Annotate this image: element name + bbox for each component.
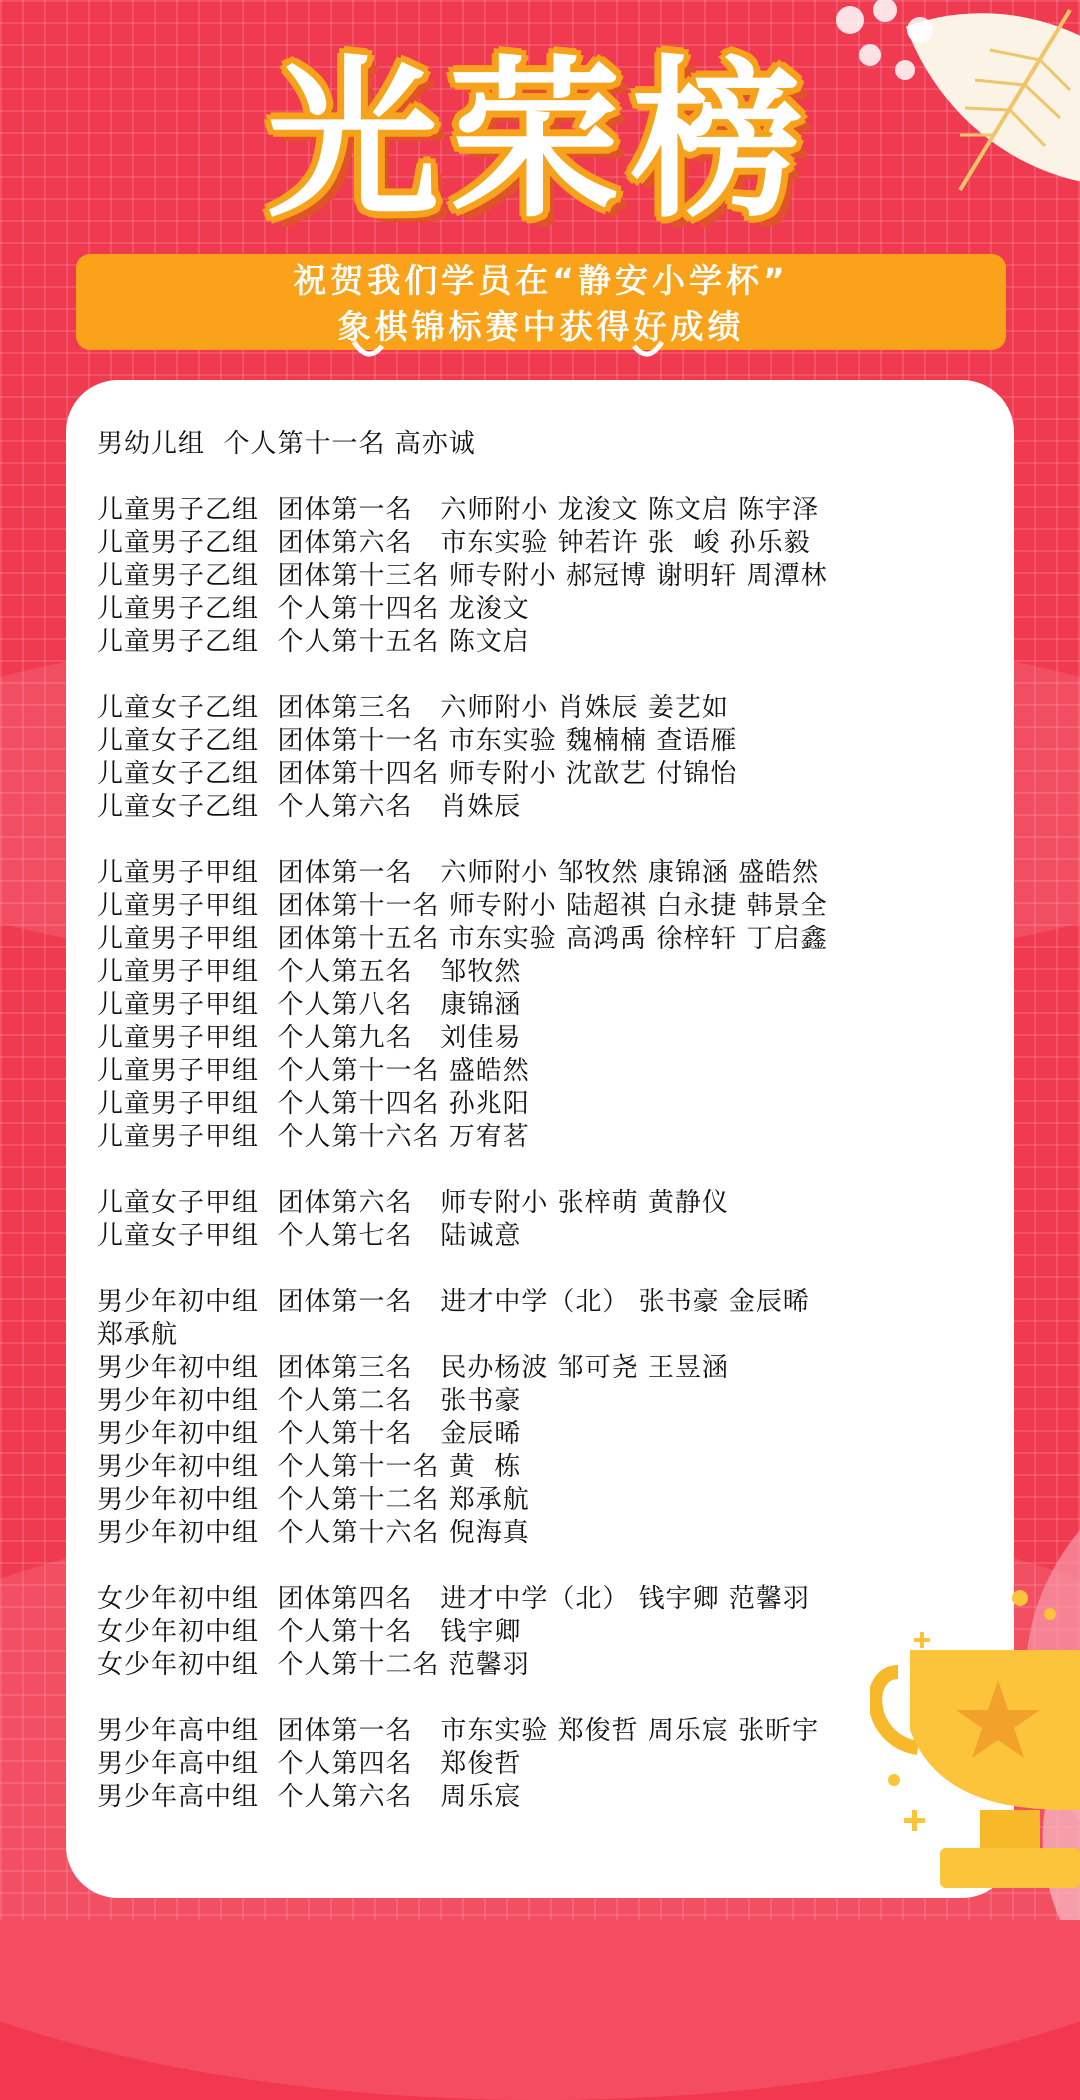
- group-spacer: [97, 659, 997, 692]
- group-spacer: [97, 1154, 997, 1187]
- results-list: [97, 428, 997, 1814]
- result-row: 男少年高中组 个人第六名 周乐宸: [97, 1782, 522, 1812]
- result-row: 男少年高中组 团体第一名 市东实验 郑俊哲 周乐宸 张昕宇: [97, 1716, 820, 1746]
- group-spacer: [97, 824, 997, 857]
- group-spacer: [97, 1550, 997, 1583]
- congratulation-banner: [76, 254, 1006, 350]
- group-spacer: [97, 461, 997, 494]
- result-row: 男幼儿组 个人第十一名 高亦诚: [97, 429, 476, 459]
- result-row: 儿童女子甲组 个人第七名 陆诚意: [97, 1221, 522, 1251]
- result-row: 儿童男子甲组 个人第八名 康锦涵: [97, 990, 522, 1020]
- result-row: 儿童女子乙组 团体第十一名 市东实验 魏楠楠 查语雁: [97, 726, 738, 756]
- ribbon-tail-icon: [630, 338, 666, 368]
- result-row: 女少年初中组 团体第四名 进才中学（北） 钱宇卿 范馨羽: [97, 1584, 810, 1614]
- group-spacer: [97, 1253, 997, 1286]
- result-row: 儿童女子乙组 团体第十四名 师专附小 沈歆艺 付锦怡: [97, 759, 738, 789]
- result-row: 儿童女子乙组 团体第三名 六师附小 肖姝辰 姜艺如: [97, 693, 729, 723]
- result-row: 儿童男子乙组 团体第一名 六师附小 龙浚文 陈文启 陈宇泽: [97, 495, 820, 525]
- result-row: 儿童男子甲组 个人第九名 刘佳易: [97, 1023, 522, 1053]
- result-row: 儿童女子乙组 个人第六名 肖姝辰: [97, 792, 522, 822]
- result-row: 儿童男子甲组 个人第十六名 万宥茗: [97, 1122, 530, 1152]
- result-row: 儿童男子甲组 个人第十四名 孙兆阳: [97, 1089, 530, 1119]
- result-row: 女少年初中组 个人第十名 钱宇卿: [97, 1617, 522, 1647]
- result-row: 男少年初中组 个人第十二名 郑承航: [97, 1485, 530, 1515]
- result-row: 男少年初中组 团体第一名 进才中学（北） 张书豪 金辰晞: [97, 1287, 810, 1317]
- banner-line-2: 象棋锦标赛中获得好成绩: [337, 307, 745, 346]
- result-row: 儿童男子甲组 个人第五名 邹牧然: [97, 957, 522, 987]
- result-row: 男少年初中组 个人第十名 金辰晞: [97, 1419, 522, 1449]
- result-row: 男少年初中组 个人第十六名 倪海真: [97, 1518, 530, 1548]
- page-title: 光荣榜: [267, 38, 813, 241]
- result-row: 儿童男子乙组 个人第十五名 陈文启: [97, 627, 530, 657]
- result-row: 郑承航: [97, 1320, 179, 1350]
- result-row: 儿童男子乙组 团体第六名 市东实验 钟若许 张 峻 孙乐毅: [97, 528, 811, 558]
- group-spacer: [97, 1682, 997, 1715]
- banner-line-1: 祝贺我们学员在“静安小学杯”: [293, 261, 789, 300]
- result-row: 男少年初中组 团体第三名 民办杨波 邹可尧 王昱涵: [97, 1353, 729, 1383]
- result-row: 女少年初中组 个人第十二名 范馨羽: [97, 1650, 530, 1680]
- result-row: 儿童男子甲组 团体第十一名 师专附小 陆超祺 白永捷 韩景全: [97, 891, 828, 921]
- result-row: 男少年初中组 个人第十一名 黄 栋: [97, 1452, 522, 1482]
- result-row: 儿童男子乙组 个人第十四名 龙浚文: [97, 594, 530, 624]
- result-row: 男少年初中组 个人第二名 张书豪: [97, 1386, 522, 1416]
- ribbon-tail-icon: [350, 338, 386, 368]
- result-row: 男少年高中组 个人第四名 郑俊哲: [97, 1749, 522, 1779]
- result-row: 儿童男子甲组 个人第十一名 盛皓然: [97, 1056, 530, 1086]
- result-row: 儿童男子甲组 团体第十五名 市东实验 高鸿禹 徐梓轩 丁启鑫: [97, 924, 828, 954]
- result-row: 儿童男子乙组 团体第十三名 师专附小 郝冠博 谢明轩 周潭林: [97, 561, 828, 591]
- result-row: 儿童男子甲组 团体第一名 六师附小 邹牧然 康锦涵 盛皓然: [97, 858, 820, 888]
- result-row: 儿童女子甲组 团体第六名 师专附小 张梓萌 黄静仪: [97, 1188, 729, 1218]
- trophy-icon: [870, 1580, 1080, 1920]
